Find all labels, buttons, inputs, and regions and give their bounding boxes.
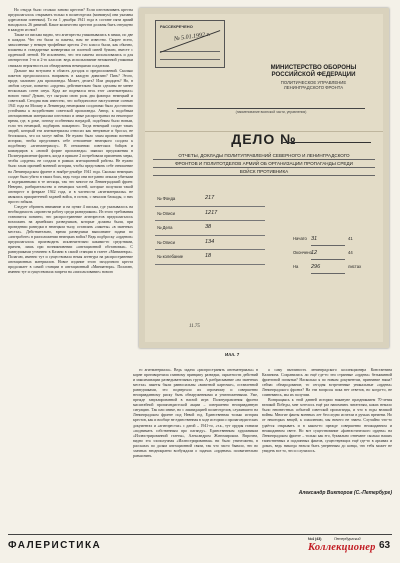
ministry-line-1: МИНИСТЕРСТВО ОБОРОНЫ [270, 64, 357, 71]
department-heading [241, 80, 386, 90]
field-value: 296 [311, 260, 345, 274]
figure-caption: Илл. 7 [225, 352, 240, 357]
magazine-city: Петербургский [334, 537, 361, 541]
magazine-logo [308, 537, 378, 555]
document-sheet [145, 14, 383, 342]
field-suffix: листах [348, 264, 362, 269]
row-label: № Дела [157, 225, 173, 230]
department-line: ЛЕНИНГРАДСКОГО ФРОНТА [283, 85, 344, 91]
table-row [155, 192, 265, 207]
field-label: На [293, 264, 299, 269]
article-column-right [262, 368, 392, 486]
field-value: 31 [311, 232, 345, 246]
title-line: ВОЙСК ПРОТИВНИКА [153, 168, 375, 176]
ministry-heading [241, 64, 386, 78]
date-field-row [293, 246, 373, 260]
field-label: Окончено [293, 250, 312, 255]
delo-heading: ДЕЛО № [231, 131, 297, 147]
author-signature: Александр Викторов (С.-Петербург) [298, 490, 392, 496]
row-value: 1217 [205, 209, 218, 216]
paragraph: а саму пытливость ленинградского коллекционера Константина Калинина. Сохранились ли ещё где-то эти странные «ордена» безымянной фронтовой попытки? Насколько я по новым документам, признание наша? сейчас обнародование, то сегодня встреченные уникальные «ордена» Ленинградского фронта? На эти вопросы пока нет ответов, но когда-то, не сомневаюсь, мы их получим. [262, 368, 392, 398]
row-value: 217 [205, 195, 215, 201]
page-number: 63 [379, 540, 391, 551]
field-suffix: 41 [348, 236, 353, 241]
table-row [155, 236, 265, 251]
issue-number: №4 (43) [308, 537, 322, 541]
title-line: ФРОНТОВ И ПОЛИТОТДЕЛОВ АРМИЙ ОБ ОРГАНИЗАЦИИ ПРОПАГАНДЫ СРЕДИ [153, 160, 375, 168]
table-row [155, 250, 265, 265]
delo-number-line [283, 142, 371, 143]
table-row [155, 221, 265, 236]
stamp-handwriting: № 5.01.1992 г. [173, 31, 211, 43]
article-column-middle [133, 368, 258, 486]
stamp-line [160, 59, 220, 60]
date-field-row [293, 260, 373, 274]
row-label: № Фонда [157, 196, 176, 201]
department-line: ПОЛИТИЧЕСКОЕ УПРАВЛЕНИЕ [280, 80, 347, 85]
handwritten-note: 11.75 [189, 324, 200, 329]
archive-index-table [155, 192, 265, 265]
stamp-line [160, 51, 220, 52]
row-label: № Описи [157, 239, 175, 245]
document-title [153, 152, 375, 176]
date-fields [293, 232, 373, 274]
row-label: № Описи [157, 210, 175, 216]
stamp-title: РАССЕКРЕЧЕНО [160, 24, 193, 29]
footer-rule [8, 534, 392, 535]
paragraph: Возвращаясь к этой давней истории накануне праздникаием 70-летия великой Победы, мне хотелось ещё раз напомнить читателям, каких немало было неизвестных событий советской пропаганды, и что в годы великой войны. Многие факты военных лет бесследно исчезли в ручьях времени. Но от некоторых вещей, к сожалению, мы ничего не знаем. Случайно что-то удаётся открывать и в каком-то прежде совершенно неожиданном и неожиданном свете. Но вот существование «фантастического ордена» на Ленинградском фронте – только как его, буквально отвечают сколько наших таинственных и подлинных фактов, существующих ещё где-то в архивах и домах, ведь никогда нельзя быть уверенным до конца, что тебя может не увидеть все то, что и случилось. [262, 398, 392, 453]
unit-caption: (наименование воинской части, управления) [235, 110, 307, 114]
paragraph: го агитматериала». Ведь задача «распространять агитматериалы» в корне противоречила главному принципу разведки, скрытности действий и максимизации разведывательных групп. А разбрасывание «на заметных местах» пакеты были равносильны «визитной карточке», оставленной разведчиками, это подвергало их огромному и совершенно неоправданному риску быть обнаруженными и уничтоженными. Уже, прежде завуалированной в наглой игре. Политуправления фронта масштабной пропагандистской акции – совершенно неоправданную ситуацию. Так или иначе, но с ликвидацией политотделов, служившего на Ленинградском фронте под Невой год. Единственная только история крестов, как и вообще не единственная в ходе истории о пропагандистских документах и «агитпрестах» с датой – 1941-го, «т.к., тут орудия ставили «поднимать собственным про паганду». Единственным художником «Иллюстрированной газеты», Александром Житомирским. Впрочем, видно эта злополучная «Иллюстрированная» ни было уничтожена, в рассказах по долям агитационной связи, так что часто бывало, что во злачных неоднократно возбуждали о задачах «орденам» посвятительно разъяснить. [133, 368, 258, 458]
paragraph: Но откуда было столько заново крестов? Если изготавливать кресты предполагалось открывать только в политотделах (минимум) они указаны адресатами пленным). То на 1 декабря 1941 года в составе пяти армий находилось 26 дивизий. Какое количество крестов должны быть отпущено в каждую из них? [8, 8, 133, 33]
page-footer [0, 534, 400, 563]
row-value: 38 [205, 224, 212, 230]
date-field-row [293, 232, 373, 246]
title-line: ОТЧЕТЫ, ДОКЛАДЫ ПОЛИТУПРАВЛЕНИЙ СЕВЕРНОГО И ЛЕНИНГРАДСКОГО [153, 152, 375, 160]
unit-underline [177, 108, 365, 109]
ministry-line-2: РОССИЙСКОЙ ФЕДЕРАЦИИ [271, 71, 356, 78]
row-value: 134 [205, 238, 215, 245]
row-value: 18 [205, 253, 212, 259]
archive-document-image [139, 8, 389, 348]
section-title: ФАЛЕРИСТИКА [8, 540, 102, 551]
table-row [155, 207, 265, 222]
row-label: № колебание [157, 254, 184, 259]
declassified-stamp [155, 20, 225, 68]
paragraph: Также из письма видно, что агитпресты упаковывались в пачки, по две в каждом. Что это были за пакеты, нам не известно. Скорее всего, завалленные у немцев трофейные кресты 2-го класса были, как обычно, вложены в стандартные конвертики из плотной синей бумаги, вместе с орденской лентой. Не исключено, что эти пакеты использовались и для агитпрестов 1-го и 2-го классов: ведь использование незаконной упаковки снижало вероятность их обнаружения немецкими солдатами. [8, 33, 133, 68]
paragraph: Следует обратить внимание и на пункт 4 письма, где указывалось на необходимость «провести работу среди разведчиков». Из этого требования становится понятно, что распространение агитпрестов предполагалось возложить на армейских разведчиков, которые должны были, при проведении разведки в немецком тылу, оставлять «пакеты» «в заметных местах». Действительно, время разведчики выполняют задачи по «агитработе» в расположении немецких войск? Ведь подброску «орденов» предполагалось производить исключительно какими-то средствами, причем, лишь при возникновении «агитационной обстановки». С разведчиками уточнено в Казани в самой станции в газете «Миниатюра». Полагаю, именно тут и существовала некая агентура на распространение агитационных материалов. Новое издание этого загадочного креста продолжает в самой станции в агитационный «Миниатюра». Полагаю, именно тут и существовала запрета на «использование» нового [8, 204, 133, 275]
field-value: 12 [311, 246, 345, 260]
article-column-left [8, 8, 133, 530]
magazine-name: Коллекционер [308, 542, 376, 553]
field-suffix: 44 [348, 250, 353, 255]
paragraph: Дальше мы вступаем в область догадок и предположений. Сколько пакетов предполагалось направить в каждую дивизию? Пять? Этого, вроде, маловато для пропаганды. Может, десять? Или двадцать? Но, в любом случае, понятно: «ордена» действительно были сделаны не менее нескольких сотен штук. Куда же подевался весь этот «агитматериал» нового типа? Думаю, тут сыграли свою роль два фактора: немецкий и советский. Сегодня нам известно, что победоносное наступление осенью 1941 года на Москву и Ленинград немецкими солдатами было достаточно устойчивы к воздействию советской пропаганды. Автор, к подобным агитационным материалам изготовил и иные распространял на некоторое время, где, в доме, потому особенным наградой, подобным было новым, если тех немецкой, подбирать пожарного. Тогда немецкий солдат таких людей, который эти агитматериалы относил как ненужные и бросал, не беспокоясь, что их могут найти. Не нужно было злым иронии военной истории, чтобы представить себе отношение немецкого солдата к подобному «агитматериалу». В отношении советских бойцов и командиров к «новой форме пропаганды» заявлял предложения в Политуправление фронта, когда в приказе 2 потребовали применить меры, чтобы «ордена» не создали в рамках агитационной работы. Не нужно было злым иронией военной истории, чтобы представить себе отношение на Ленинградском фронте в ноябре-декабре 1941 года. Сколько немецких солдат было убито в таких боях, ведь тогда они все равно лежали убитыми и задержанными в те месяцы, так что многое на Ленинградский фронт. Неверно, разбирательство и немецких частей, которые получили такой агитпрест в феврале 1942 года, и в частности «агитматериалы» не являлись приоритетной задачей войск, в потом, с началом блокады, о них просто забыли. [8, 68, 133, 204]
field-label: Начато [293, 236, 307, 241]
